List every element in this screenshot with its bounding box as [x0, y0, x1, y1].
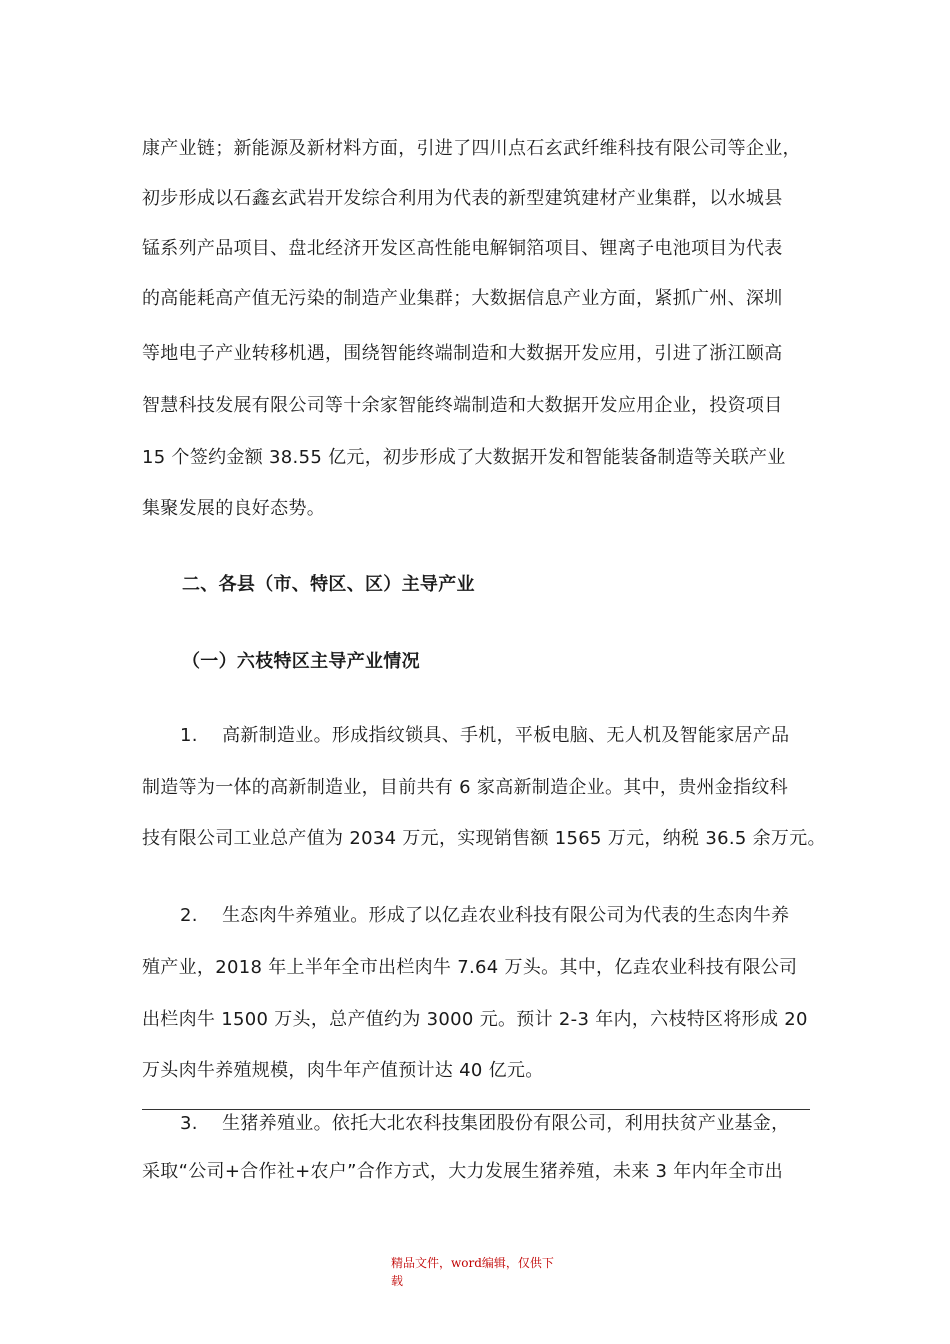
footer-line: 精品文件，word编辑，仅供下 — [391, 1256, 554, 1270]
list-item-3-line: 3. 生猪养殖业。依托大北农科技集团股份有限公司，利用扶贫产业基金， — [180, 1113, 790, 1134]
list-item-2-line: 万头肉牛养殖规模，肉牛年产值预计达 40 亿元。 — [142, 1060, 544, 1081]
list-item-2-line: 出栏肉牛 1500 万头，总产值约为 3000 元。预计 2-3 年内，六枝特区将形成 20 — [142, 1009, 808, 1030]
subsection-heading: （一）六枝特区主导产业情况 — [182, 651, 420, 672]
paragraph-line: 康产业链；新能源及新材料方面，引进了四川点石玄武纤维科技有限公司等企业， — [142, 138, 801, 159]
paragraph-line: 15 个签约金额 38.55 亿元，初步形成了大数据开发和智能装备制造等关联产业 — [142, 447, 786, 468]
paragraph-line: 锰系列产品项目、盘北经济开发区高性能电解铜箔项目、锂离子电池项目为代表 — [142, 238, 783, 259]
list-item-3-line: 采取“公司+合作社+农户”合作方式，大力发展生猪养殖，未来 3 年内年全市出 — [142, 1161, 784, 1182]
list-item-2-line: 2. 生态肉牛养殖业。形成了以亿垚农业科技有限公司为代表的生态肉牛养 — [180, 905, 790, 926]
section-heading: 二、各县（市、特区、区）主导产业 — [182, 574, 475, 595]
paragraph-line: 智慧科技发展有限公司等十余家智能终端制造和大数据开发应用企业，投资项目 — [142, 395, 783, 416]
horizontal-rule — [142, 1109, 810, 1110]
list-item-1-line: 技有限公司工业总产值为 2034 万元，实现销售额 1565 万元，纳税 36.5 余万元。 — [142, 828, 826, 849]
list-item-1-line: 1. 高新制造业。形成指纹锁具、手机，平板电脑、无人机及智能家居产品 — [180, 725, 790, 746]
paragraph-line: 等地电子产业转移机遇，围绕智能终端制造和大数据开发应用，引进了浙江颐高 — [142, 343, 783, 364]
paragraph-line: 初步形成以石鑫玄武岩开发综合利用为代表的新型建筑建材产业集群，以水城县 — [142, 188, 783, 209]
footer-note — [391, 1254, 591, 1290]
paragraph-line: 的高能耗高产值无污染的制造产业集群；大数据信息产业方面，紧抓广州、深圳 — [142, 288, 783, 309]
list-item-2-line: 殖产业，2018 年上半年全市出栏肉牛 7.64 万头。其中，亿垚农业科技有限公司 — [142, 957, 798, 978]
list-item-1-line: 制造等为一体的高新制造业，目前共有 6 家高新制造企业。其中，贵州金指纹科 — [142, 777, 788, 798]
footer-line: 载 — [391, 1274, 404, 1288]
paragraph-line: 集聚发展的良好态势。 — [142, 498, 325, 519]
